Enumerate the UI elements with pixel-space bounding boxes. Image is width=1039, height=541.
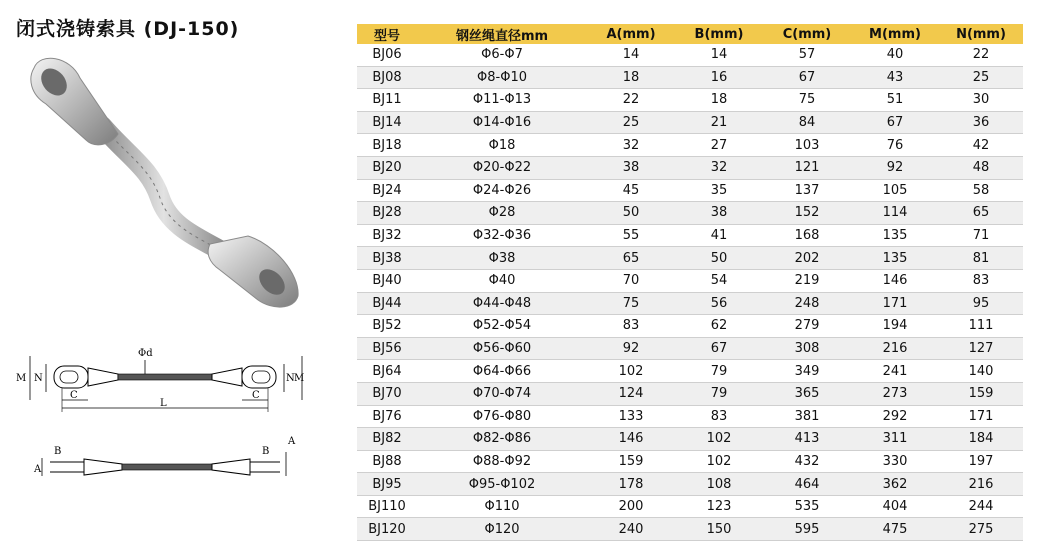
cell-a: 133 (587, 405, 675, 428)
cell-m: 40 (851, 44, 939, 66)
cell-a: 200 (587, 495, 675, 518)
cell-n: 216 (939, 473, 1023, 496)
table-row (357, 202, 1023, 225)
cell-b: 32 (675, 156, 763, 179)
header-a: A(mm) (587, 24, 675, 44)
cell-m: 194 (851, 315, 939, 338)
cell-model: BJ52 (357, 315, 417, 338)
cell-model: BJ64 (357, 360, 417, 383)
cell-m: 362 (851, 473, 939, 496)
dimension-diagram-top (10, 432, 310, 492)
cell-rope-diameter: Φ20-Φ22 (417, 156, 587, 179)
cell-a: 55 (587, 224, 675, 247)
cell-m: 216 (851, 337, 939, 360)
cell-m: 404 (851, 495, 939, 518)
cell-c: 248 (763, 292, 851, 315)
cell-rope-diameter: Φ56-Φ60 (417, 337, 587, 360)
cell-n: 48 (939, 156, 1023, 179)
table-header-row (357, 24, 1023, 44)
cell-model: BJ18 (357, 134, 417, 157)
table-row (357, 89, 1023, 112)
cell-model: BJ44 (357, 292, 417, 315)
cell-rope-diameter: Φ76-Φ80 (417, 405, 587, 428)
cell-a: 22 (587, 89, 675, 112)
cell-a: 45 (587, 179, 675, 202)
cell-c: 75 (763, 89, 851, 112)
cell-a: 178 (587, 473, 675, 496)
header-rope-diameter: 钢丝绳直径mm (417, 24, 587, 44)
table-row (357, 292, 1023, 315)
cell-c: 57 (763, 44, 851, 66)
table-row (357, 495, 1023, 518)
cell-rope-diameter: Φ40 (417, 269, 587, 292)
cell-m: 67 (851, 111, 939, 134)
cell-b: 35 (675, 179, 763, 202)
cell-rope-diameter: Φ88-Φ92 (417, 450, 587, 473)
cell-model: BJ06 (357, 44, 417, 66)
cell-model: BJ28 (357, 202, 417, 225)
cell-model: BJ110 (357, 495, 417, 518)
page-title: 闭式浇铸索具 (DJ-150) (16, 18, 240, 40)
cell-a: 18 (587, 66, 675, 89)
cell-b: 62 (675, 315, 763, 338)
cell-b: 108 (675, 473, 763, 496)
cell-n: 83 (939, 269, 1023, 292)
table-row (357, 360, 1023, 383)
cell-rope-diameter: Φ24-Φ26 (417, 179, 587, 202)
l-label: L (160, 398, 167, 409)
cell-m: 51 (851, 89, 939, 112)
cell-model: BJ82 (357, 428, 417, 451)
cell-n: 127 (939, 337, 1023, 360)
a-label-left: A (34, 464, 42, 475)
cell-m: 311 (851, 428, 939, 451)
cell-rope-diameter: Φ6-Φ7 (417, 44, 587, 66)
dimension-diagram-side (10, 338, 310, 418)
table-row (357, 450, 1023, 473)
table-row (357, 224, 1023, 247)
cell-c: 137 (763, 179, 851, 202)
table-row (357, 156, 1023, 179)
m-label-right: M (294, 373, 305, 384)
cell-c: 67 (763, 66, 851, 89)
cell-rope-diameter: Φ44-Φ48 (417, 292, 587, 315)
table-row (357, 179, 1023, 202)
cell-rope-diameter: Φ14-Φ16 (417, 111, 587, 134)
cell-a: 240 (587, 518, 675, 541)
cell-n: 184 (939, 428, 1023, 451)
cell-c: 202 (763, 247, 851, 270)
cell-rope-diameter: Φ8-Φ10 (417, 66, 587, 89)
cell-a: 14 (587, 44, 675, 66)
c-label-left: C (70, 390, 78, 401)
cell-m: 92 (851, 156, 939, 179)
cell-model: BJ20 (357, 156, 417, 179)
cell-c: 152 (763, 202, 851, 225)
cell-model: BJ11 (357, 89, 417, 112)
header-b: B(mm) (675, 24, 763, 44)
cell-a: 92 (587, 337, 675, 360)
cell-m: 330 (851, 450, 939, 473)
cell-m: 43 (851, 66, 939, 89)
cell-n: 22 (939, 44, 1023, 66)
table-row (357, 382, 1023, 405)
cell-rope-diameter: Φ95-Φ102 (417, 473, 587, 496)
header-c: C(mm) (763, 24, 851, 44)
cell-rope-diameter: Φ32-Φ36 (417, 224, 587, 247)
cell-model: BJ76 (357, 405, 417, 428)
cell-n: 25 (939, 66, 1023, 89)
cell-m: 146 (851, 269, 939, 292)
cell-m: 135 (851, 247, 939, 270)
lower-socket (208, 236, 298, 307)
cell-b: 56 (675, 292, 763, 315)
cell-n: 36 (939, 111, 1023, 134)
header-model: 型号 (357, 24, 417, 44)
spec-table (357, 24, 1023, 541)
cell-c: 84 (763, 111, 851, 134)
cell-a: 50 (587, 202, 675, 225)
b-label-left: B (54, 446, 62, 457)
cell-rope-diameter: Φ82-Φ86 (417, 428, 587, 451)
cell-model: BJ24 (357, 179, 417, 202)
cell-b: 50 (675, 247, 763, 270)
table-row (357, 473, 1023, 496)
b-label-right: B (262, 446, 270, 457)
upper-socket (31, 58, 118, 145)
cell-model: BJ38 (357, 247, 417, 270)
cell-c: 349 (763, 360, 851, 383)
cell-rope-diameter: Φ110 (417, 495, 587, 518)
cell-m: 76 (851, 134, 939, 157)
cell-b: 41 (675, 224, 763, 247)
cell-c: 464 (763, 473, 851, 496)
cell-b: 102 (675, 428, 763, 451)
cell-n: 65 (939, 202, 1023, 225)
cell-b: 16 (675, 66, 763, 89)
cell-rope-diameter: Φ28 (417, 202, 587, 225)
cell-model: BJ56 (357, 337, 417, 360)
cell-b: 67 (675, 337, 763, 360)
product-photo (10, 48, 310, 318)
m-label-left: M (16, 373, 27, 384)
c-label-right: C (252, 390, 260, 401)
table-row (357, 315, 1023, 338)
cell-m: 475 (851, 518, 939, 541)
cell-m: 135 (851, 224, 939, 247)
cell-a: 102 (587, 360, 675, 383)
cell-c: 219 (763, 269, 851, 292)
cell-rope-diameter: Φ64-Φ66 (417, 360, 587, 383)
cell-a: 70 (587, 269, 675, 292)
cell-b: 18 (675, 89, 763, 112)
cell-model: BJ40 (357, 269, 417, 292)
table-row (357, 337, 1023, 360)
table-row (357, 428, 1023, 451)
cell-a: 146 (587, 428, 675, 451)
cell-rope-diameter: Φ11-Φ13 (417, 89, 587, 112)
cell-model: BJ32 (357, 224, 417, 247)
table-row (357, 405, 1023, 428)
table-row (357, 247, 1023, 270)
cell-a: 75 (587, 292, 675, 315)
n-label-right: N (286, 373, 295, 384)
cell-c: 121 (763, 156, 851, 179)
cell-n: 58 (939, 179, 1023, 202)
cell-c: 595 (763, 518, 851, 541)
cell-b: 54 (675, 269, 763, 292)
cell-m: 105 (851, 179, 939, 202)
cell-model: BJ70 (357, 382, 417, 405)
cell-a: 83 (587, 315, 675, 338)
phi-d-label: Φd (138, 348, 153, 359)
cell-m: 273 (851, 382, 939, 405)
cell-n: 140 (939, 360, 1023, 383)
cell-model: BJ08 (357, 66, 417, 89)
cell-a: 25 (587, 111, 675, 134)
cell-n: 244 (939, 495, 1023, 518)
cell-rope-diameter: Φ120 (417, 518, 587, 541)
cell-c: 279 (763, 315, 851, 338)
cell-n: 42 (939, 134, 1023, 157)
cell-a: 32 (587, 134, 675, 157)
table-row (357, 134, 1023, 157)
cell-m: 241 (851, 360, 939, 383)
cell-b: 83 (675, 405, 763, 428)
header-n: N(mm) (939, 24, 1023, 44)
cell-m: 114 (851, 202, 939, 225)
cell-n: 275 (939, 518, 1023, 541)
cell-a: 65 (587, 247, 675, 270)
cell-n: 30 (939, 89, 1023, 112)
cell-model: BJ14 (357, 111, 417, 134)
cell-rope-diameter: Φ18 (417, 134, 587, 157)
cell-c: 365 (763, 382, 851, 405)
cell-a: 159 (587, 450, 675, 473)
cell-n: 71 (939, 224, 1023, 247)
cell-c: 432 (763, 450, 851, 473)
cell-rope-diameter: Φ38 (417, 247, 587, 270)
table-row (357, 269, 1023, 292)
cell-m: 292 (851, 405, 939, 428)
cell-b: 79 (675, 360, 763, 383)
cell-b: 21 (675, 111, 763, 134)
cell-b: 123 (675, 495, 763, 518)
table-row (357, 66, 1023, 89)
table-row (357, 44, 1023, 66)
cell-b: 102 (675, 450, 763, 473)
cell-b: 150 (675, 518, 763, 541)
wire-rope (102, 126, 225, 253)
header-m: M(mm) (851, 24, 939, 44)
cell-c: 381 (763, 405, 851, 428)
cell-model: BJ120 (357, 518, 417, 541)
cell-a: 124 (587, 382, 675, 405)
table-row (357, 518, 1023, 541)
cell-n: 95 (939, 292, 1023, 315)
cell-n: 197 (939, 450, 1023, 473)
cell-c: 168 (763, 224, 851, 247)
cell-b: 27 (675, 134, 763, 157)
cell-n: 159 (939, 382, 1023, 405)
cell-c: 413 (763, 428, 851, 451)
cell-n: 81 (939, 247, 1023, 270)
cell-b: 79 (675, 382, 763, 405)
cell-b: 14 (675, 44, 763, 66)
cell-c: 535 (763, 495, 851, 518)
cell-model: BJ88 (357, 450, 417, 473)
cell-model: BJ95 (357, 473, 417, 496)
cell-rope-diameter: Φ70-Φ74 (417, 382, 587, 405)
cell-m: 171 (851, 292, 939, 315)
cell-a: 38 (587, 156, 675, 179)
cell-n: 111 (939, 315, 1023, 338)
cell-c: 308 (763, 337, 851, 360)
a-label-right: A (288, 436, 296, 447)
n-label-left: N (34, 373, 43, 384)
cell-b: 38 (675, 202, 763, 225)
cell-n: 171 (939, 405, 1023, 428)
cell-c: 103 (763, 134, 851, 157)
cell-rope-diameter: Φ52-Φ54 (417, 315, 587, 338)
table-row (357, 111, 1023, 134)
